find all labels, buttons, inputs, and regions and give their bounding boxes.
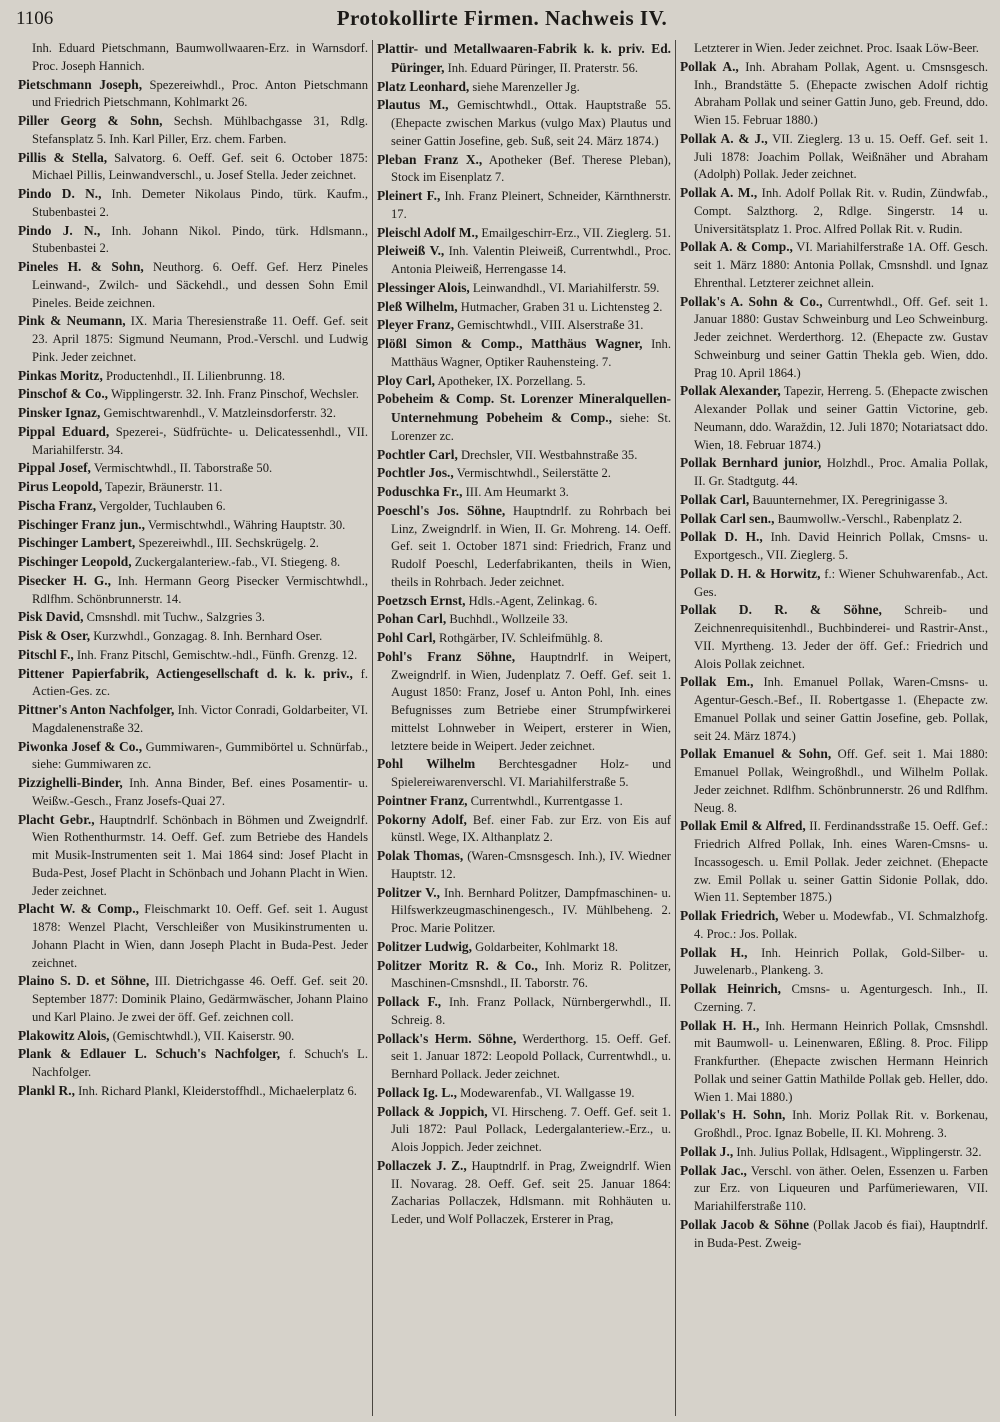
firm-details: Hauptndrlf. in Weipert, Zweigndrlf. in Wien, Judenplatz 7. Oeff. Gef. seit 1. August 1850: Franz, Josef u. Anton Pohl, Inh. eines Befugnisses zum Betriebe einer Strumpfwirkerei mittelst Lohnweber in Weipert, ersterer in Wien, letztere beide in Weipert. Jeder zeichnet. [391,649,671,753]
firm-details: Spezerei-, Südfrüchte- u. Delicatessenhdl., VII. Mariahilferstr. 34. [32,424,368,457]
firm-entry [377,372,671,391]
firm-details: Goldarbeiter, Kohlmarkt 18. [475,939,619,954]
firm-details: Spezereiwhdl., Proc. Anton Pietschmann und Friedrich Pietschmann, Kohlmarkt 26. [32,77,368,110]
column-1 [18,40,368,1418]
firm-entry [680,944,988,981]
firm-details: Apotheker (Bef. Therese Pleban), Stock im Eisenplatz 7. [391,152,671,185]
firm-name: Pollak Friedrich, [680,908,779,923]
firm-details: III. Dietrichgasse 46. Oeff. Gef. seit 20. September 1877: Dominik Plaino, Gedärmwäscher, Johann Plaino und Karl Plaino. Je zwei der öff. Gef. zeichnen coll. [32,974,368,1024]
firm-entry [377,847,671,884]
firm-name: Pochtler Jos., [377,465,454,481]
firm-name: Plößl Simon & Comp., Matthäus Wagner, [377,336,643,351]
firm-details: Inh. Victor Conradi, Goldarbeiter, VI. Magdalenenstraße 32. [32,703,368,735]
firm-details: Zuckergalanteriew.-fab., VI. Stiegeng. 8. [134,555,341,569]
firm-details: Holzhdl., Proc. Amalia Pollak, II. Gr. Stadtgutg. 44. [694,456,988,488]
firm-details: Letzterer in Wien. Jeder zeichnet. Proc. Isaak Löw-Beer. [694,41,979,55]
firm-entry [680,745,988,817]
firm-name: Pollack F., [377,994,442,1009]
firm-details: (Gemischtwhdl.), VII. Kaiserstr. 90. [112,1028,295,1043]
firm-details: Inh. Adolf Pollak Rit. v. Rudin, Zündwfab., Compt. Salzthorg. 2, Rdlge. Singerstr. 14 u. Universitätsplatz 1. Proc. Alfred Pollak Rit. v. Rudin. [694,186,988,236]
firm-entry [680,673,988,745]
firm-entry [377,993,671,1030]
firm-entry [377,629,671,648]
firm-entry [18,1045,368,1082]
firm-entry [18,811,368,901]
firm-entry [377,1157,671,1229]
firm-entry [18,774,368,811]
firm-entry [377,464,671,483]
firm-entry [377,792,671,811]
firm-name: Pischa Franz, [18,497,97,513]
firm-details: VI. Hirscheng. 7. Oeff. Gef. seit 1. Juli 1872: Paul Pollack, Ledergalanteriew.-Erz., u. Alois Joppich. Jeder zeichnet. [391,1104,671,1154]
firm-name: Pietschmann Joseph, [18,76,143,92]
firm-entry [18,553,368,572]
firm-entry [18,385,368,404]
firm-details: siehe Marenzeller Jg. [472,79,580,94]
firm-entry [680,1216,988,1253]
firm-details: Gummiwaren-, Gummibörtel u. Schnürfab., siehe: Gummiwaren zc. [32,739,368,772]
firm-name: Pindo J. N., [18,222,101,238]
firm-entry [18,404,368,423]
firm-entry [680,238,988,292]
firm-entry [18,459,368,478]
firm-details: Fleischmarkt 10. Oeff. Gef. seit 1. August 1878: Wenzel Placht, Verschleißer von Musikinstrumenten u. Johann Placht in Wien, dann Joseph Placht in Buda-Pest. Jeder zeichnet. [32,902,368,970]
firm-entry [377,151,671,188]
firm-name: Pollak Heinrich, [680,981,782,996]
firm-name: Pleyer Franz, [377,317,455,333]
firm-details: Buchhdl., Wollzeile 33. [449,612,569,627]
firm-details: Tapezir, Herreng. 5. (Ehepacte zwischen Alexander Pollak und seiner Gattin Victorine, geb. Neumann, ddo. Waraždin, 12. Juli 1870; Notariatsact ddo. Wien, 18. Februar 1874.) [694,384,988,452]
firm-details: Inh. Bernhard Politzer, Dampfmaschinen- u. Hilfswerkzeugmaschinengesch., IV. Mühlbeheng. 2. Proc. Marie Politzer. [391,885,671,935]
firm-name: Politzer Moritz R. & Co., [377,957,538,973]
firm-name: Pokorny Adolf, [377,811,467,827]
firm-entry [18,972,368,1026]
firm-entry [377,610,671,629]
firm-details: Tapezir, Bräunerstr. 11. [105,480,223,494]
firm-entry [680,817,988,907]
firm-name: Pleban Franz X., [377,151,483,167]
firm-details: Vermischtwhdl., II. Taborstraße 50. [93,461,273,476]
firm-entry [18,701,368,738]
firm-name: Poduschka Fr., [377,484,463,499]
firm-details: Hauptndrlf. in Prag, Zweigndrlf. Wien II. Novarag. 28. Oeff. Gef. seit 25. Januar 1864: Zacharias Pollaczek, Hdlsmann. mit Rohhäuten u. Leder, und Wolf Pollaczek, Ersterer in Prag, [391,1158,671,1226]
firm-name: Pitschl F., [18,646,74,662]
firm-name: Pollak Alexander, [680,383,781,399]
firm-details: (Pollak Jacob és fiai), Hauptndrlf. in Buda-Pest. Zweig- [694,1217,988,1250]
firm-name: Poeschl's Jos. Söhne, [377,502,506,518]
firm-name: Pohl Carl, [377,630,436,645]
firm-entry [18,222,368,259]
firm-name: Polak Thomas, [377,848,464,863]
firm-details: Cmsns- u. Agenturgesch. Inh., II. Czerning. 7. [694,982,988,1014]
firm-entry [377,187,671,224]
firm-name: Pohan Carl, [377,611,447,627]
firm-entry [18,497,368,516]
firm-entry [377,224,671,243]
firm-name: Pollak A., [680,58,739,74]
firm-name: Ploy Carl, [377,372,436,388]
firm-details: Inh. Matthäus Wagner, Optiker Rauhensteing. 7. [391,337,671,369]
firm-entry [18,1082,368,1101]
firm-name: Pohl's Franz Söhne, [377,648,516,664]
firm-name: Pink & Neumann, [18,313,126,329]
firm-name: Pineles H. & Sohn, [18,259,144,274]
firm-details: Salvatorg. 6. Oeff. Gef. seit 6. October 1875: Michael Pillis, Leinwandverschl., u. Josef Stella. Jeder zeichnet. [32,150,368,183]
firm-name: Pischinger Franz jun., [18,516,145,532]
firm-name: Pleiweiß V., [377,243,445,259]
firm-entry [377,78,671,97]
firm-name: Placht Gebr., [18,811,95,827]
firm-entry [18,258,368,312]
firm-entry [680,58,988,130]
firm-details: Inh. Moriz Pollak Rit. v. Borkenau, Großhdl., Proc. Ignaz Bobelle, II. Kl. Mohreng. 3. [694,1108,988,1140]
firm-name: Pollak's A. Sohn & Co., [680,293,823,309]
firm-details: Hdls.-Agent, Zelinkag. 6. [468,593,598,608]
firm-details: Inh. David Heinrich Pollak, Cmsns- u. Exportgesch., VII. Zieglerg. 5. [694,530,988,562]
firm-details: Drechsler, VII. Westbahnstraße 35. [460,447,638,462]
column-2 [377,40,671,1418]
firm-name: Pollak J., [680,1143,734,1159]
firm-entry [680,382,988,454]
firm-name: Plankl R., [18,1082,75,1098]
firm-entry [18,516,368,535]
firm-name: Pollak's H. Sohn, [680,1107,786,1123]
firm-details: Inh. Emanuel Pollak, Waren-Cmsns- u. Agentur-Gesch.-Bef., II. Robertgasse 1. (Ehepacte zw. Emanuel Pollak und seiner Gattin Josefine, geb. Pollak, seit 24. März 1874.) [694,675,988,743]
firm-name: Pollak Emanuel & Sohn, [680,746,832,762]
page-number: 1106 [16,8,54,29]
firm-details: Currentwhdl., Kurrentgasse 1. [470,793,623,808]
firm-entry [18,665,368,702]
firm-name: Pisk & Oser, [18,628,91,643]
firm-details: f.: Wiener Schuhwarenfab., Act. Ges. [694,566,988,599]
firm-details: Vermischtwhdl., Seilerstätte 2. [456,466,611,481]
firm-details: VII. Zieglerg. 13 u. 15. Oeff. Gef. seit 1. Juli 1878: Joachim Pollak, Weißnäher und Abraham (Adolph) Pollak. Jeder zeichnet. [694,131,988,182]
firm-details: Verschl. von äther. Oelen, Essenzen u. Farben zur Erz. von Liqueuren und Parfümeriewaren, VII. Mariahilferstraße 110. [694,1163,988,1213]
firm-details: Berchtesgadner Holz- und Spielereiwarenverschl. VI. Mariahilferstraße 5. [391,757,671,789]
firm-details: Productenhdl., II. Lilienbrunng. 18. [105,368,286,383]
firm-name: Pindo D. N., [18,186,102,201]
firm-name: Pollak Bernhard junior, [680,455,822,471]
firm-details: Gemischtwhdl., Ottak. Hauptstraße 55. (Ehepacte zwischen Markus (vulgo Max) Plautus und seiner Gattin Josefine, geb. Suß, seit 24. März 1874.) [391,98,671,148]
firm-details: Inh. Julius Pollak, Hdlsagent., Wipplingerstr. 32. [736,1144,982,1159]
firm-entry [377,755,671,792]
firm-name: Pleß Wilhelm, [377,298,458,314]
firm-details: Rothgärber, IV. Schleifmühlg. 8. [438,631,603,645]
firm-name: Pollak D. H. & Horwitz, [680,565,821,581]
firm-entry [377,648,671,756]
firm-details: Inh. Eduard Pietschmann, Baumwollwaaren-Erz. in Warnsdorf. Proc. Joseph Hannich. [32,41,368,73]
firm-name: Pinsker Ignaz, [18,405,101,420]
firm-details: Inh. Richard Plankl, Kleiderstoffhdl., Michaelerplatz 6. [78,1083,357,1098]
firm-name: Pollack's Herm. Söhne, [377,1030,517,1046]
firm-name: Pleischl Adolf M., [377,224,479,240]
firm-name: Pointner Franz, [377,792,468,808]
firm-entry [377,279,671,298]
firm-name: Pisk David, [18,609,84,625]
firm-details: Inh. Anna Binder, Bef. eines Posamentir- u. Weißw.-Gesch., Franz Josefs-Quai 27. [32,776,368,808]
firm-name: Politzer Ludwig, [377,938,472,954]
firm-name: Pischinger Leopold, [18,554,132,569]
firm-entry [18,76,368,113]
firm-entry [18,112,368,149]
firm-details: IX. Maria Theresienstraße 11. Oeff. Gef. seit 23. April 1875: Sigmund Neumann, Prod.-Verschl. und Ludwig Pink. Jeder zeichnet. [32,314,368,364]
firm-entry [18,423,368,460]
firm-entry [377,938,671,957]
firm-entry [18,900,368,972]
firm-name: Pinschof & Co., [18,386,109,402]
firm-name: Piller Georg & Sohn, [18,113,163,128]
firm-entry [18,646,368,665]
firm-entry [680,528,988,565]
firm-entry [377,316,671,335]
firm-entry [377,446,671,465]
firm-name: Pobeheim & Comp. St. Lorenzer Mineralquellen-Unternehmung Pobeheim & Comp., [377,391,671,425]
firm-name: Piwonka Josef & Co., [18,738,143,754]
firm-entry [377,40,671,78]
firm-entry [680,454,988,491]
firm-name: Pittener Papierfabrik, Actiengesellschaft d. k. k. priv., [18,665,353,681]
firm-entry [680,601,988,673]
firm-entry [377,298,671,317]
firm-details: Kurzwhdl., Gonzagag. 8. Inh. Bernhard Oser. [93,629,323,643]
firm-details: Inh. Hermann Georg Pisecker Vermischtwhdl., Rdlfhm. Schönbrunnerstr. 14. [32,573,368,606]
firm-name: Plank & Edlauer L. Schuch's Nachfolger, [18,1046,281,1062]
firm-entry [680,1143,988,1162]
firm-details: Vergolder, Tuchlauben 6. [99,498,226,513]
firm-entry [680,1106,988,1143]
firm-entry [377,390,671,445]
firm-name: Poetzsch Ernst, [377,592,466,608]
firm-entry [377,957,671,994]
firm-name: Pollak Jac., [680,1162,747,1178]
firm-entry [377,811,671,848]
firm-details: Inh. Hermann Heinrich Pollak, Cmsnshdl. mit Baumwoll- u. Leinenwaren, Eßling. 8. Proc. Filipp Frankfurther. (Ehepacte zwischen Hermann Heinrich Pollak und seiner Gattin Mathilde Pollak geb. Heller, ddo. Wien 1. Mai 1880.) [694,1018,988,1104]
firm-entry [18,627,368,646]
firm-entry [377,592,671,611]
firm-details: Bef. einer Fab. zur Erz. von Eis auf künstl. Wege, IX. Althanplatz 2. [391,812,671,845]
firm-entry [18,1027,368,1046]
firm-details: Inh. Franz Pitschl, Gemischtw.-hdl., Fünfh. Grenzg. 12. [76,647,358,662]
firm-name: Pochtler Carl, [377,446,458,462]
firm-entry [680,510,988,529]
firm-details: Hauptndrlf. Schönbach in Böhmen und Zweigndrlf. Wien Rothenthurmstr. 14. Oeff. Gef. zum Betriebe des Handels mit Musik-Instrumenten seit 1. Mai 1864 sind: Josef Placht in Buda-Pest, Josef Placht in Schönbach und Johann Placht in Wien. Jeder zeichnet. [32,812,368,898]
firm-name: Pollack & Joppich, [377,1103,488,1119]
firm-name: Pinkas Moritz, [18,367,103,383]
firm-entry [18,312,368,366]
firm-name: Pollak Jacob & Söhne [680,1216,810,1232]
firm-details: Currentwhdl., Off. Gef. seit 1. Januar 1880: Gustav Schweinburg und Leo Schweinburg. Jeder zeichnet. Werderthorg. 12. (Ehepacte zw. Gustav Schweinburg und seiner Gattin Thekla geb. Wien, ddo. Prag 10. April 1864.) [694,294,988,380]
firm-entry [680,130,988,184]
firm-details: Off. Gef. seit 1. Mai 1880: Emanuel Pollak, Weingroßhdl., und Wilhelm Pollak. Jeder zeichnet. Rdlfhm. Schönbrunnerstr. 26 und Rdlfhm. Neug. 8. [694,747,988,815]
firm-name: Pohl Wilhelm [377,756,476,772]
firm-details: f. Schuch's L. Nachfolger. [32,1047,368,1079]
firm-name: Pollack Ig. L., [377,1084,457,1100]
firm-details: III. Am Heumarkt 3. [465,485,569,499]
firm-details: Baumwollw.-Verschl., Rabenplatz 2. [777,511,963,526]
firm-entry [18,478,368,497]
firm-name: Pollak H., [680,944,748,960]
firm-details: Inh. Eduard Püringer, II. Praterstr. 56. [447,60,639,75]
firm-entry [377,483,671,502]
firm-details: Inh. Moriz R. Politzer, Maschinen-Cmsnshdl., II. Taborstr. 76. [391,958,671,991]
firm-name: Plautus M., [377,97,449,113]
firm-entry [377,335,671,372]
firm-name: Pollak D. R. & Söhne, [680,602,882,618]
firm-details: Sechsh. Mühlbachgasse 31, Rdlg. Stefansplatz 5. Inh. Karl Piller, Erz. chem. Farben. [32,114,368,146]
firm-entry [18,40,368,76]
firm-details: Emailgeschirr-Erz., VII. Zieglerg. 51. [481,225,671,240]
firm-details: f. Actien-Ges. zc. [32,666,368,699]
firm-details: Schreib- und Zeichnenrequisitenhdl., Buchbinderei- und Rastrir-Anst., VII. Myrtheng. 13. Jeder der öff. Gef.: Friedrich und Alois Pollak zeichnet. [694,603,988,671]
firm-details: Wipplingerstr. 32. Inh. Franz Pinschof, Wechsler. [110,387,359,402]
firm-details: Werderthorg. 15. Oeff. Gef. seit 1. Januar 1872: Leopold Pollack, Currentwhdl., u. Bernhard Pollack. Jeder zeichnet. [391,1031,671,1081]
firm-name: Pirus Leopold, [18,479,103,494]
firm-name: Pizzighelli-Binder, [18,775,123,790]
firm-name: Pollak A. & J., [680,130,768,146]
firm-details: Inh. Heinrich Pollak, Gold-Silber- u. Juwelenarb., Plankeng. 3. [694,945,988,978]
firm-name: Pollak H. H., [680,1017,760,1033]
firm-entry [377,242,671,279]
firm-details: Spezereiwhdl., III. Sechskrügelg. 2. [138,536,319,551]
firm-entry [18,367,368,386]
firm-details: (Waren-Cmsnsgesch. Inh.), IV. Wiedner Hauptstr. 12. [391,849,671,881]
firm-details: Inh. Abraham Pollak, Agent. u. Cmsnsgesch. Inh., Brandstätte 5. (Ehepacte zwischen Adolf richtig Abraham Pollak und seiner Gattin Juno, geb. Freund, ddo. Wien 15. Februar 1880.) [694,59,988,127]
firm-details: Gemischtwarenhdl., V. Matzleinsdorferstr. 32. [103,406,336,420]
firm-details: Inh. Franz Pollack, Nürnbergerwhdl., II. Schreig. 8. [391,995,671,1027]
firm-entry [680,980,988,1017]
firm-name: Politzer V., [377,884,440,900]
column-divider [372,40,373,1416]
firm-details: II. Ferdinandsstraße 15. Oeff. Gef.: Friedrich Alfred Pollak, Inh. eines Waren-Cmsns- u. Incassogesch. u. Emil Pollak. Jeder zeichnet. (Ehepacte zw. Emil Pollak u. seiner Gattin Sidonie Pollak, ddo. Wien 11. September 1875.) [694,819,988,905]
firm-name: Pischinger Lambert, [18,535,136,551]
firm-entry [18,738,368,775]
firm-entry [377,1084,671,1103]
firm-entry [680,907,988,944]
column-divider [675,40,676,1416]
firm-name: Pisecker H. G., [18,572,111,588]
firm-details: Leinwandhdl., VI. Mariahilferstr. 59. [472,280,660,295]
firm-name: Pollak Carl, [680,491,750,507]
page-header [16,6,988,32]
column-3 [680,40,988,1418]
firm-details: Gemischtwhdl., VIII. Alserstraße 31. [457,318,644,333]
firm-details: Vermischtwhdl., Währing Hauptstr. 30. [147,517,346,532]
firm-entry [377,1103,671,1157]
firm-details: Bauunternehmer, IX. Peregrinigasse 3. [752,492,948,507]
firm-name: Pollak Carl sen., [680,510,775,526]
firm-name: Pittner's Anton Nachfolger, [18,702,175,717]
firm-name: Plattir- und Metallwaaren-Fabrik k. k. priv. Ed. Püringer, [377,41,671,75]
firm-details: Inh. Valentin Pleiweiß, Currentwhdl., Proc. Antonia Pleiweiß, Herrengasse 14. [391,244,671,276]
firm-entry [680,293,988,383]
firm-name: Plakowitz Alois, [18,1027,110,1043]
firm-details: Hutmacher, Graben 31 u. Lichtensteg 2. [460,299,663,314]
firm-name: Pillis & Stella, [18,149,108,165]
firm-name: Pollak A. M., [680,185,758,200]
firm-details: VI. Mariahilferstraße 1A. Off. Gesch. seit 1. März 1880: Antonia Pollak, Cmsnshdl. und Ignaz Ehrenthal. Letzterer zeichnet allein. [694,240,988,290]
firm-name: Pollak D. H., [680,529,763,545]
firm-entry [377,96,671,150]
firm-name: Pollak Em., [680,674,754,690]
firm-details: Hauptndrlf. zu Rohrbach bei Linz, Zweigndrlf. in Wien, II. Gr. Mohreng. 14. Oeff. Gef. seit 1. October 1871 sind: Friedrich, Franz und Rudolf Poeschl, Lederfabrikanten, theils in Wien, theils in Rohrbach. Jeder zeichnet. [391,503,671,589]
firm-name: Pollaczek J. Z., [377,1157,467,1173]
firm-entry [18,185,368,222]
firm-details: Weber u. Modewfab., VI. Schmalzhofg. 4. Proc.: Jos. Pollak. [694,909,988,941]
firm-name: Pleinert F., [377,188,441,203]
firm-entry [680,184,988,238]
firm-entry [680,565,988,602]
firm-entry [680,1017,988,1107]
firm-name: Pollak Emil & Alfred, [680,818,806,834]
firm-name: Pippal Josef, [18,460,91,476]
firm-entry [680,491,988,510]
firm-details: Apotheker, IX. Porzellang. 5. [437,373,586,388]
firm-entry [680,1162,988,1216]
firm-details: Neuthorg. 6. Oeff. Gef. Herz Pineles Leinwand-, Zwilch- und Säckehdl., und dessen Sohn Emil Pineles. Beide zeichnen. [32,260,368,310]
firm-name: Plaino S. D. et Söhne, [18,973,150,989]
firm-entry [18,149,368,186]
firm-details: Modewarenfab., VI. Wallgasse 19. [460,1085,635,1100]
firm-entry [18,534,368,553]
firm-details: Inh. Johann Nikol. Pindo, türk. Hdlsmann., Stubenbastei 2. [32,223,368,256]
firm-entry [377,1030,671,1084]
firm-entry [18,572,368,609]
firm-entry [377,502,671,592]
page-title: Protokollirte Firmen. Nachweis IV. [336,6,668,30]
firm-entry [18,608,368,627]
firm-name: Plessinger Alois, [377,279,470,295]
firm-name: Pippal Eduard, [18,423,110,439]
firm-entry [680,40,988,58]
firm-details: Inh. Demeter Nikolaus Pindo, türk. Kaufm., Stubenbastei 2. [32,187,368,219]
firm-details: siehe: St. Lorenzer zc. [391,411,671,443]
firm-details: Cmsnshdl. mit Tuchw., Salzgries 3. [86,610,265,625]
firm-name: Pollak A. & Comp., [680,239,793,255]
firm-name: Platz Leonhard, [377,78,470,94]
firm-name: Placht W. & Comp., [18,901,139,917]
firm-details: Inh. Franz Pleinert, Schneider, Kärnthnerstr. 17. [391,189,671,221]
firm-entry [377,884,671,938]
